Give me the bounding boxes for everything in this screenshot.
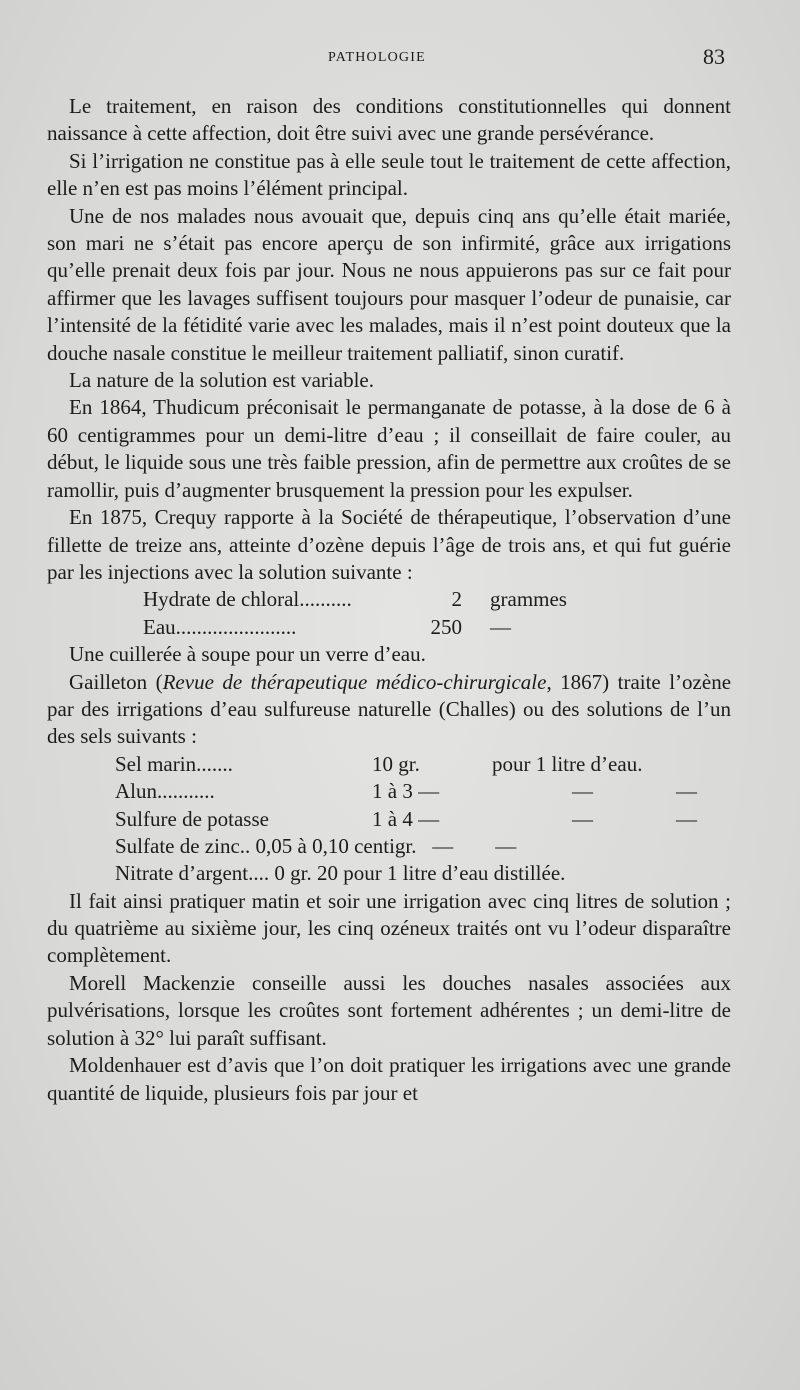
formula-ingredient: Eau....................... — [143, 614, 297, 639]
paragraph: Moldenhauer est d’avis que l’on doit pratiquer les irrigations avec une grande quantité de liquide, plusieurs fois par jour et — [47, 1053, 731, 1105]
page-body — [47, 93, 731, 1107]
paragraph: Il fait ainsi pratiquer matin et soir une irrigation avec cinq litres de solution ; du quatrième au sixième jour, les cinq ozéneux traités ont vu l’odeur disparaître complètement. — [47, 888, 731, 968]
formula-dose: 10 gr. — [372, 751, 420, 776]
ditto-mark: — — [572, 779, 593, 804]
paragraph: Morell Mackenzie conseille aussi les douches nasales associées aux pulvérisations, lorsque les croûtes sont fortement adhérentes ; un demi-litre de solution à 32° lui paraît suffisant. — [47, 970, 731, 1050]
formula-row — [47, 778, 731, 805]
formula-unit: — — [490, 614, 511, 639]
formula-ingredient: Sel marin....... — [115, 751, 233, 776]
formula-ingredient: Sulfure de potasse — [115, 806, 269, 831]
formula-line: Sulfate de zinc.. 0,05 à 0,10 centigr. — — — [115, 833, 517, 858]
formula-dose: 1 à 3 — — [372, 779, 440, 804]
formula-salts — [47, 751, 731, 888]
formula-row — [47, 614, 731, 641]
journal-title: Revue de thérapeutique médico-chirurgicale — [162, 669, 547, 694]
paragraph: En 1875, Crequy rapporte à la Société de thérapeutique, l’observation d’une fillette de treize ans, atteinte d’ozène depuis l’âge de trois ans, et qui fut guérie par les injections avec la solution suivante : — [47, 505, 731, 584]
ditto-mark: — — [572, 806, 593, 831]
formula-ditto — [492, 806, 697, 833]
paragraph: En 1864, Thudicum préconisait le permanganate de potasse, à la dose de 6 à 60 centigrammes pour un demi-litre d’eau ; il conseillait de faire couler, au début, le liquide sous une très faible pression, afin de permettre aux croûtes de se ramollir, puis d’augmenter brusquement la pression pour les expulser. — [47, 395, 731, 502]
formula-ditto — [492, 778, 697, 805]
paragraph: Une cuillerée à soupe pour un verre d’eau. — [69, 642, 426, 667]
formula-chloral — [47, 586, 731, 641]
formula-ingredient: Hydrate de chloral.......... — [143, 587, 352, 612]
formula-row — [47, 586, 731, 613]
formula-row — [47, 751, 731, 778]
text-run: , 1867) traite l’ozène par des irrigations d’eau sulfureuse naturelle (Challes) ou des solutions de l’un des sels suivants : — [47, 669, 732, 749]
paragraph: La nature de la solution est variable. — [69, 368, 374, 393]
formula-row — [47, 860, 731, 887]
formula-ingredient: Alun........... — [115, 779, 215, 804]
paragraph: Si l’irrigation ne constitue pas à elle seule tout le traitement de cette affection, elle n’en est pas moins l’élément principal. — [47, 148, 731, 201]
ditto-mark: — — [676, 779, 697, 804]
page-number: 83 — [703, 44, 725, 69]
page-header — [0, 44, 800, 74]
running-head: PATHOLOGIE — [328, 50, 426, 65]
paragraph: Le traitement, en raison des conditions constitutionnelles qui donnent naissance à cette affection, doit être suivi avec une grande persévérance. — [47, 94, 731, 146]
formula-row — [47, 833, 731, 860]
formula-row — [47, 806, 731, 833]
formula-unit: grammes — [490, 587, 567, 612]
paragraph-gailleton — [47, 669, 731, 751]
formula-dose: 1 à 4 — — [372, 806, 440, 831]
formula-note: pour 1 litre d’eau. — [492, 751, 643, 776]
formula-quantity: 2 — [451, 587, 462, 612]
paragraph: Une de nos malades nous avouait que, depuis cinq ans qu’elle était mariée, son mari ne s’était pas encore aperçu de son infirmité, grâce aux irrigations qu’elle prenait deux fois par jour. Nous ne nous appuierons pas sur ce fait pour affirmer que les lavages suffisent toujours pour masquer l’odeur de punaisie, car l’intensité de la fétidité varie avec les malades, mais il n’est point douteux que la douche nasale constitue le meilleur traitement palliatif, sinon curatif. — [47, 203, 731, 365]
ditto-mark: — — [676, 806, 697, 831]
formula-quantity: 250 — [430, 614, 462, 639]
text-run: Gailleton ( — [69, 669, 163, 694]
formula-line: Nitrate d’argent.... 0 gr. 20 pour 1 litre d’eau distillée. — [115, 861, 566, 886]
